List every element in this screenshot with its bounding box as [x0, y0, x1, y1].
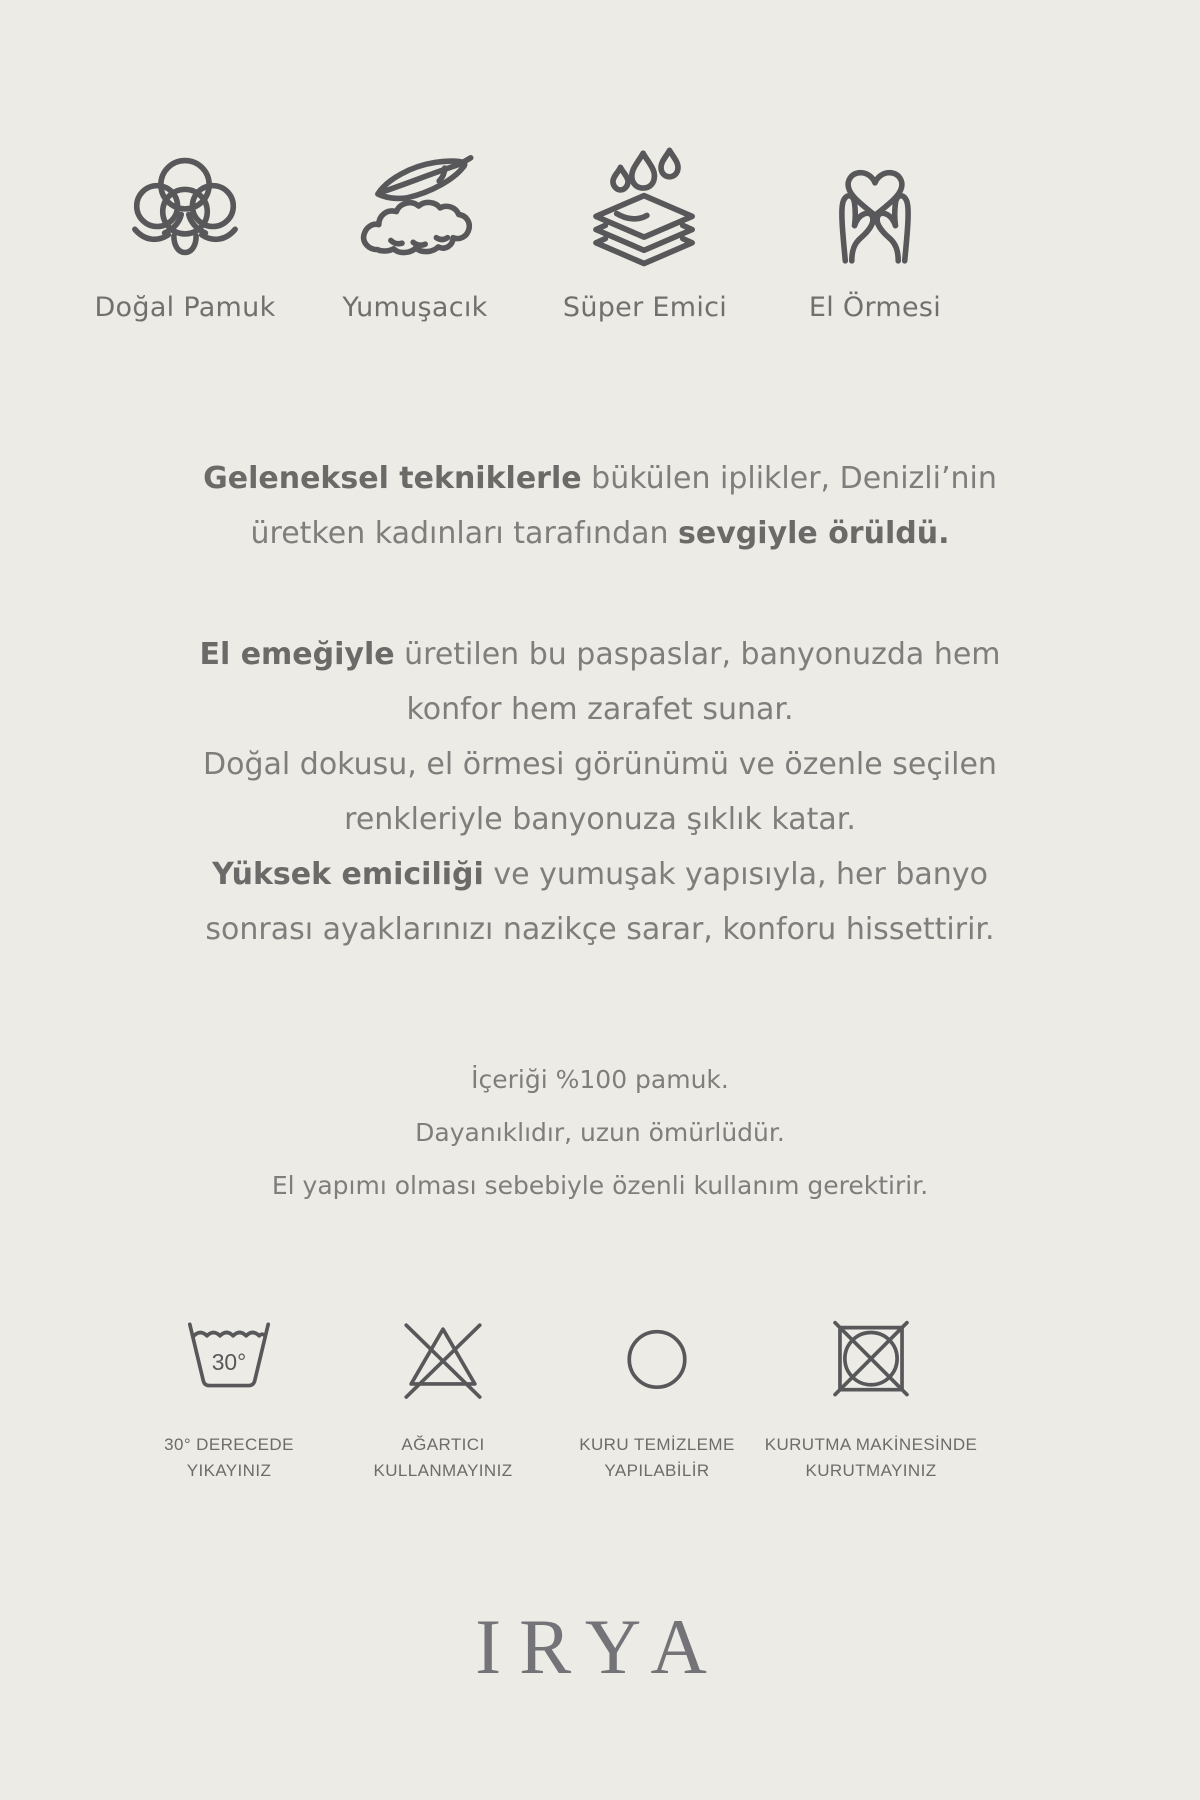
- care-label-line-2: YAPILABİLİR: [604, 1461, 710, 1480]
- intro-bold-2: sevgiyle örüldü.: [678, 516, 950, 551]
- dry-clean-icon: [608, 1308, 706, 1406]
- care-label-line-2: YIKAYINIZ: [186, 1461, 272, 1480]
- care-label: [164, 1432, 294, 1484]
- care-label: [579, 1432, 734, 1484]
- feature-label: Doğal Pamuk: [94, 292, 276, 323]
- irya-logo: IRYA: [475, 1603, 725, 1690]
- intro-paragraph: [0, 451, 1200, 561]
- no-bleach-icon: [394, 1308, 492, 1406]
- care-label-line-1: KURU TEMİZLEME: [579, 1435, 735, 1454]
- wash-30-icon: [180, 1308, 278, 1406]
- intro-line-2: [0, 506, 1200, 561]
- intro-text-2: üretken kadınları tarafından: [250, 516, 679, 551]
- body-paragraph: [0, 627, 1200, 957]
- details-paragraph: [0, 1053, 1200, 1212]
- care-label: [373, 1432, 512, 1484]
- feature-label: Süper Emici: [562, 292, 728, 323]
- care-no-tumble-dry: [764, 1308, 978, 1484]
- feature-natural-cotton: [70, 140, 300, 323]
- feature-label: Yumuşacık: [342, 292, 488, 323]
- intro-text-1: bükülen iplikler, Denizli’nin: [581, 461, 997, 496]
- care-label-line-2: KULLANMAYINIZ: [373, 1461, 513, 1480]
- details-line-3: El yapımı olması sebebiyle özenli kullanım gerektirir.: [271, 1171, 929, 1200]
- care-label: [765, 1432, 978, 1484]
- details-line-1: İçeriği %100 pamuk.: [471, 1065, 729, 1094]
- body-bold-1: El emeğiyle: [199, 637, 395, 672]
- care-label-line-1: AĞARTICI: [401, 1435, 485, 1454]
- care-no-bleach: [336, 1308, 550, 1484]
- care-wash-30: [122, 1308, 336, 1484]
- body-line-6: sonrası ayaklarınızı nazikçe sarar, konforu hissettirir.: [205, 912, 995, 947]
- feather-cloud-icon: [345, 140, 485, 272]
- cotton-icon: [116, 140, 254, 272]
- care-instructions-row: [122, 1308, 978, 1484]
- body-text-5: ve yumuşak yapısıyla, her banyo: [483, 857, 988, 892]
- care-dry-clean: [550, 1308, 764, 1484]
- body-bold-5: Yüksek emiciliği: [212, 857, 484, 892]
- absorbent-layers-icon: [576, 140, 714, 272]
- body-line-5: [0, 847, 1200, 902]
- wash-temp-value: 30°: [211, 1349, 247, 1376]
- body-line-2: konfor hem zarafet sunar.: [406, 692, 794, 727]
- feature-row: [70, 140, 990, 323]
- intro-line-1: [0, 451, 1200, 506]
- feature-absorbent: [530, 140, 760, 323]
- no-tumble-dry-icon: [822, 1308, 920, 1406]
- body-line-1: [0, 627, 1200, 682]
- intro-bold-1: Geleneksel tekniklerle: [203, 461, 582, 496]
- care-label-line-1: KURUTMA MAKİNESİNDE: [764, 1435, 978, 1454]
- feature-label: El Örmesi: [808, 292, 942, 323]
- feature-soft: [300, 140, 530, 323]
- body-line-4: renkleriyle banyonuza şıklık katar.: [344, 802, 856, 837]
- care-label-line-1: 30° DERECEDE: [164, 1435, 294, 1454]
- feature-hand-knitted: [760, 140, 990, 323]
- hands-heart-icon: [810, 140, 940, 272]
- care-label-line-2: KURUTMAYINIZ: [805, 1461, 937, 1480]
- brand-area: [0, 1602, 1200, 1692]
- body-line-3: Doğal dokusu, el örmesi görünümü ve özenle seçilen: [203, 747, 997, 782]
- body-text-1: üretilen bu paspaslar, banyonuzda hem: [394, 637, 1001, 672]
- details-line-2: Dayanıklıdır, uzun ömürlüdür.: [415, 1118, 785, 1147]
